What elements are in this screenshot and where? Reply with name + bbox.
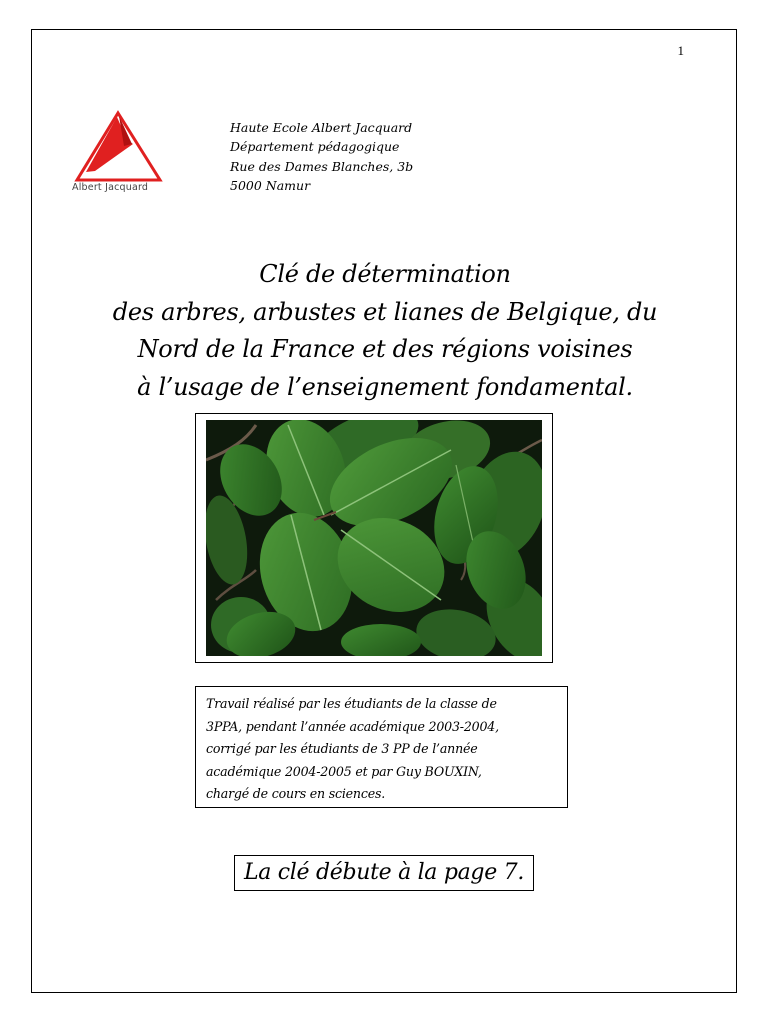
credits-line: chargé de cours en sciences.	[206, 786, 386, 802]
credits-line: académique 2004-2005 et par Guy BOUXIN,	[206, 763, 482, 779]
title-line: Nord de la France et des régions voisines	[137, 335, 633, 363]
logo-text: Albert Jacquard	[72, 182, 149, 193]
address-line: Département pédagogique	[230, 139, 400, 155]
document-title	[40, 256, 730, 406]
title-line: des arbres, arbustes et lianes de Belgique, du	[112, 297, 658, 326]
address-line: 5000 Namur	[230, 177, 311, 193]
credits-line: Travail réalisé par les étudiants de la classe de	[206, 696, 497, 711]
address-line: Rue des Dames Blanches, 3b	[230, 158, 414, 174]
start-page-note: La clé débute à la page 7.	[234, 855, 534, 891]
title-line: Clé de détermination	[259, 260, 511, 288]
credits-box	[195, 686, 568, 808]
school-address	[230, 118, 490, 195]
school-logo	[70, 110, 170, 200]
page-number: 1	[677, 43, 684, 58]
beech-leaves-photo	[195, 413, 553, 663]
logo-triangle-icon	[70, 110, 170, 185]
leaves-image	[206, 420, 542, 656]
title-line: à l’usage de l’enseignement fondamental.	[137, 372, 633, 401]
credits-line: 3PPA, pendant l’année académique 2003-2004,	[206, 718, 499, 734]
address-line: Haute Ecole Albert Jacquard	[230, 120, 413, 135]
credits-line: corrigé par les étudiants de 3 PP de l’année	[206, 741, 478, 757]
